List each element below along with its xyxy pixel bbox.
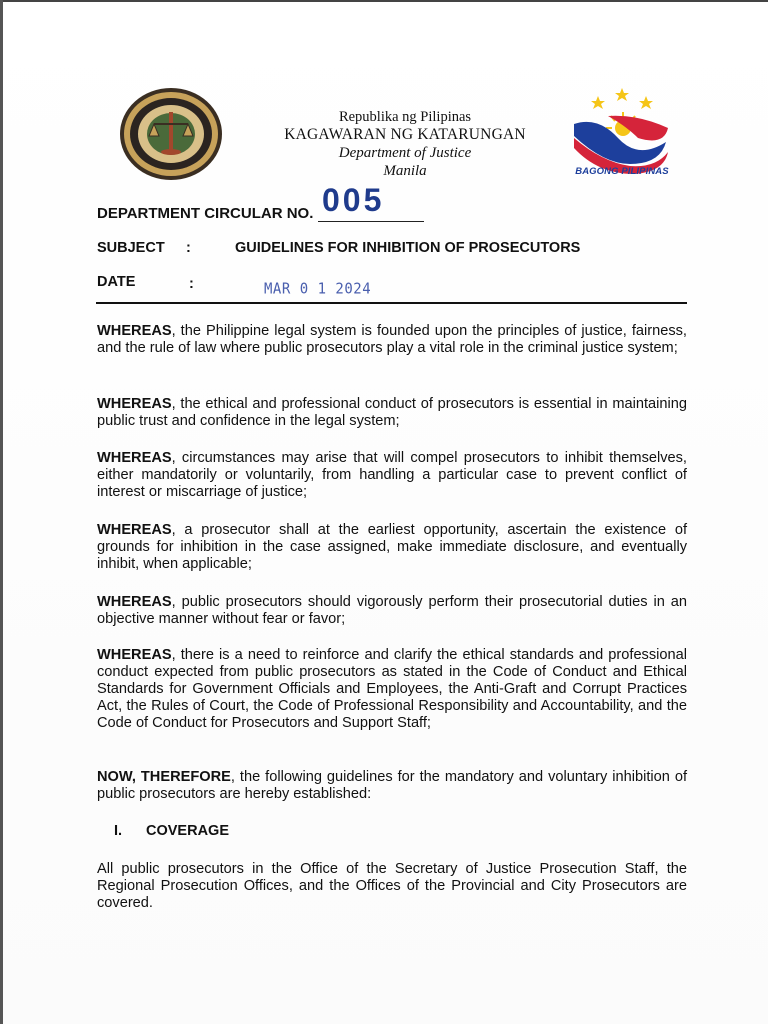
bagong-pilipinas-caption: BAGONG PILIPINAS xyxy=(575,166,669,177)
subject-colon: : xyxy=(186,240,191,256)
whereas-paragraph-6 xyxy=(97,647,687,732)
paragraph-lead: WHEREAS xyxy=(97,647,172,663)
subject-label: SUBJECT xyxy=(97,240,165,256)
scan-left-edge xyxy=(0,0,3,1024)
coverage-paragraph: All public prosecutors in the Office of the Secretary of Justice Prosecution Staff, the Regional Prosecution Offices, and the Offices of the Provincial and City Prosecutors are covered. xyxy=(97,861,687,911)
section-title: COVERAGE xyxy=(146,823,229,839)
date-colon: : xyxy=(189,276,194,292)
paragraph-lead: WHEREAS xyxy=(97,522,172,538)
circular-number-underline xyxy=(318,221,424,222)
paragraph-lead: NOW, THEREFORE xyxy=(97,769,231,785)
letterhead xyxy=(260,108,550,180)
circular-number: 005 xyxy=(322,182,385,218)
section-numeral: I. xyxy=(114,823,123,839)
subject-text: GUIDELINES FOR INHIBITION OF PROSECUTORS xyxy=(235,240,581,256)
circular-label: DEPARTMENT CIRCULAR NO. xyxy=(97,205,314,222)
date-stamp: MAR 0 1 2024 xyxy=(264,280,372,298)
whereas-paragraph-1 xyxy=(97,323,687,357)
paragraph-lead: WHEREAS xyxy=(97,594,172,610)
whereas-paragraph-5 xyxy=(97,594,687,628)
letterhead-department-english: Department of Justice xyxy=(338,145,472,161)
letterhead-republic: Republika ng Pilipinas xyxy=(338,109,472,125)
whereas-paragraph-3 xyxy=(97,450,687,501)
letterhead-department-filipino: KAGAWARAN NG KATARUNGAN xyxy=(284,126,526,143)
doj-seal-icon xyxy=(118,86,224,182)
paragraph-lead: WHEREAS xyxy=(97,396,172,412)
paragraph-text: , circumstances may arise that will compel prosecutors to inhibit themselves, either mandatorily or voluntarily, from handling a particular case to prevent conflict of interest or miscarriage of justice; xyxy=(97,450,687,500)
whereas-paragraph-4 xyxy=(97,522,687,573)
scan-top-edge xyxy=(0,0,768,2)
paragraph-text: , public prosecutors should vigorously perform their prosecutorial duties in an objective manner without fear or favor; xyxy=(97,594,687,627)
paragraph-text: , there is a need to reinforce and clarify the ethical standards and professional conduct expected from public prosecutors as stated in the Code of Conduct and Ethical Standards for Government Officials and Employees, the Anti-Graft and Corrupt Practices Act, the Rules of Court, the Code of Professional Responsibility and Accountability, and the Code of Conduct for Prosecutors and Support Staff; xyxy=(97,647,687,731)
now-therefore-paragraph xyxy=(97,769,687,803)
paragraph-lead: WHEREAS xyxy=(97,323,172,339)
paragraph-text: , the following guidelines for the mandatory and voluntary inhibition of public prosecutors are hereby established: xyxy=(97,769,688,802)
header-rule xyxy=(96,302,687,304)
whereas-paragraph-2 xyxy=(97,396,687,430)
paragraph-text: , the Philippine legal system is founded upon the principles of justice, fairness, and the rule of law where public prosecutors play a vital role in the criminal justice system; xyxy=(97,323,687,356)
paragraph-text: , the ethical and professional conduct of prosecutors is essential in maintaining public trust and confidence in the legal system; xyxy=(97,396,687,429)
paragraph-lead: WHEREAS xyxy=(97,450,172,466)
letterhead-city: Manila xyxy=(383,163,427,179)
date-label: DATE xyxy=(97,274,136,290)
paragraph-text: , a prosecutor shall at the earliest opportunity, ascertain the existence of grounds for inhibition in the case assigned, make immediate disclosure, and eventually inhibit, when applicable; xyxy=(97,522,687,572)
